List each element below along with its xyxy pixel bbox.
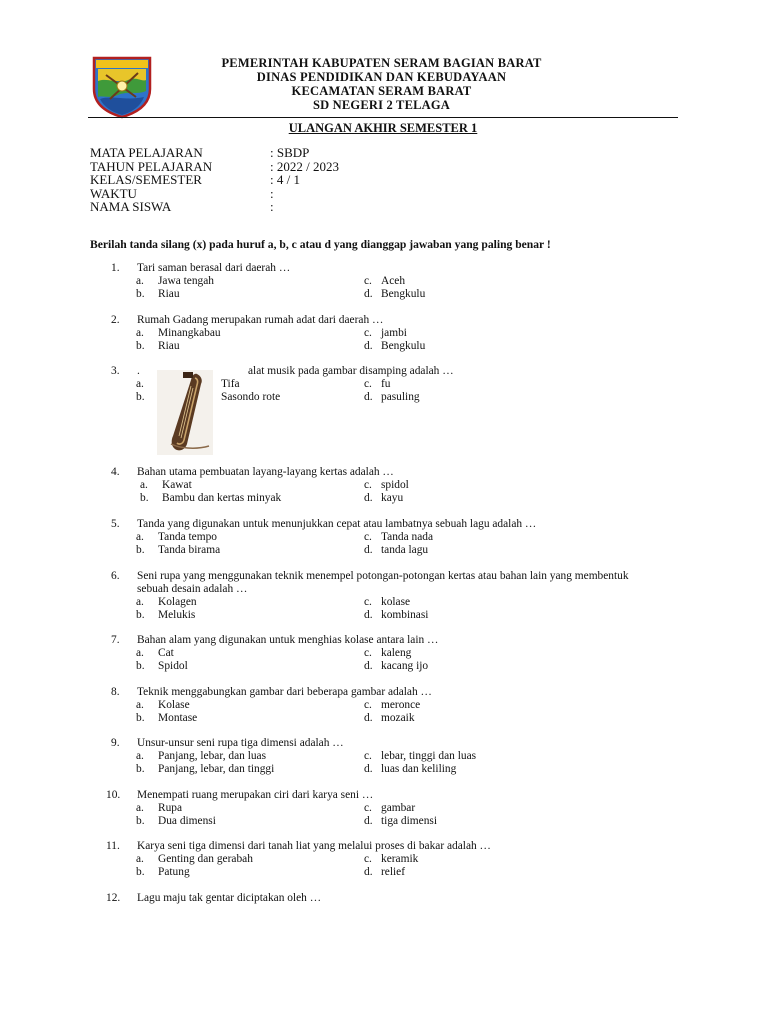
option-letter: d.: [364, 712, 373, 724]
question-number: 3.: [111, 365, 120, 377]
option-text[interactable]: Montase: [158, 712, 198, 724]
info-value: : SBDP: [270, 145, 310, 160]
letterhead-line-department: DINAS PENDIDIKAN DAN KEBUDAYAAN: [256, 70, 507, 84]
option-text[interactable]: gambar: [381, 802, 416, 814]
exam-title-text: ULANGAN AKHIR SEMESTER 1: [288, 121, 478, 135]
option-text[interactable]: Kolase: [158, 699, 190, 711]
option-letter: a.: [136, 853, 144, 865]
question-number: 8.: [111, 686, 120, 698]
option-text[interactable]: Rupa: [158, 802, 183, 814]
option-letter: c.: [364, 378, 372, 390]
option-letter: a.: [140, 479, 148, 491]
option-text[interactable]: Aceh: [381, 275, 406, 287]
option-text[interactable]: kombinasi: [381, 609, 429, 621]
question-text: Teknik menggabungkan gambar dari beberapa gambar adalah …: [137, 686, 432, 698]
option-text[interactable]: fu: [381, 378, 391, 390]
option-text[interactable]: pasuling: [381, 391, 420, 403]
option-text[interactable]: relief: [381, 866, 406, 878]
letterhead-line-government: PEMERINTAH KABUPATEN SERAM BAGIAN BARAT: [221, 56, 542, 70]
option-text[interactable]: kayu: [381, 492, 404, 504]
option-text[interactable]: kacang ijo: [381, 660, 429, 672]
option-letter: a.: [136, 750, 144, 762]
info-label: TAHUN PELAJARAN: [90, 158, 213, 174]
option-text[interactable]: Panjang, lebar, dan tinggi: [158, 763, 275, 775]
question-number: 6.: [111, 570, 120, 582]
question-text: Unsur-unsur seni rupa tiga dimensi adalah …: [137, 737, 344, 749]
question-text: Tanda yang digunakan untuk menunjukkan cepat atau lambatnya sebuah lagu adalah …: [137, 518, 537, 530]
option-letter: c.: [364, 327, 372, 339]
question-number: 5.: [111, 518, 120, 530]
option-letter: a.: [136, 275, 144, 287]
option-letter: a.: [136, 378, 144, 390]
info-value: : 2022 / 2023: [270, 158, 339, 174]
option-text[interactable]: Genting dan gerabah: [158, 853, 253, 865]
question-text: Lagu maju tak gentar diciptakan oleh …: [137, 892, 322, 904]
option-text[interactable]: Minangkabau: [158, 327, 221, 339]
option-letter: d.: [364, 609, 373, 621]
option-text[interactable]: mozaik: [381, 712, 415, 724]
option-text[interactable]: Riau: [158, 340, 180, 352]
question-number: 4.: [111, 466, 120, 478]
option-letter: d.: [364, 544, 373, 556]
option-letter: b.: [136, 544, 145, 556]
option-text[interactable]: Dua dimensi: [158, 815, 216, 827]
question-text: Rumah Gadang merupakan rumah adat dari daerah …: [137, 314, 384, 326]
option-text[interactable]: kaleng: [381, 647, 412, 659]
letterhead-line-district: KECAMATAN SERAM BARAT: [291, 84, 472, 98]
option-text[interactable]: Kolagen: [158, 596, 197, 608]
option-text[interactable]: Tifa: [221, 378, 240, 390]
option-letter: d.: [364, 815, 373, 827]
question-number: 12.: [106, 892, 121, 904]
question-number: 2.: [111, 314, 120, 326]
question-number: 11.: [106, 840, 120, 852]
option-letter: b.: [140, 492, 149, 504]
option-letter: d.: [364, 866, 373, 878]
option-text[interactable]: Cat: [158, 647, 174, 659]
option-text[interactable]: Sasondo rote: [221, 391, 281, 403]
option-letter: a.: [136, 596, 144, 608]
option-letter: b.: [136, 763, 145, 775]
option-letter: b.: [136, 712, 145, 724]
letterhead-line-school: SD NEGERI 2 TELAGA: [312, 98, 451, 112]
option-letter: b.: [136, 340, 145, 352]
info-value: : 4 / 1: [270, 172, 300, 188]
option-letter: c.: [364, 802, 372, 814]
option-letter: c.: [364, 275, 372, 287]
option-letter: d.: [364, 660, 373, 672]
option-letter: d.: [364, 340, 373, 352]
option-letter: d.: [364, 492, 373, 504]
option-text[interactable]: Bengkulu: [381, 288, 426, 300]
question-text: Tari saman berasal dari daerah …: [137, 262, 291, 274]
option-text[interactable]: Panjang, lebar, dan luas: [158, 750, 267, 762]
question-text: Menempati ruang merupakan ciri dari karya seni …: [137, 789, 374, 801]
option-letter: c.: [364, 596, 372, 608]
question-number: 1.: [111, 262, 120, 274]
option-letter: a.: [136, 327, 144, 339]
question-text: Bahan alam yang digunakan untuk menghias kolase antara lain …: [137, 634, 439, 646]
option-letter: c.: [364, 647, 372, 659]
option-text[interactable]: Melukis: [158, 609, 196, 621]
option-text[interactable]: Spidol: [158, 660, 188, 672]
option-letter: c.: [364, 750, 372, 762]
question-number: 7.: [111, 634, 120, 646]
option-letter: a.: [136, 531, 144, 543]
option-letter: c.: [364, 479, 372, 491]
question-text-dot: .: [137, 365, 140, 377]
info-label: KELAS/SEMESTER: [90, 172, 202, 188]
option-letter: b.: [136, 866, 145, 878]
question-text: Bahan utama pembuatan layang-layang kertas adalah …: [137, 466, 394, 478]
option-text[interactable]: Kawat: [162, 479, 192, 491]
option-text[interactable]: Riau: [158, 288, 180, 300]
option-text[interactable]: lebar, tinggi dan luas: [381, 750, 477, 762]
info-label: NAMA SISWA: [90, 199, 172, 215]
question-text: Seni rupa yang menggunakan teknik menempel potongan-potongan kertas atau bahan lain yang membentuk sebuah desain adalah …: [137, 570, 629, 595]
option-text[interactable]: Bambu dan kertas minyak: [162, 492, 282, 504]
option-text[interactable]: Jawa tengah: [158, 275, 214, 287]
option-text[interactable]: kolase: [381, 596, 411, 608]
option-text[interactable]: Bengkulu: [381, 340, 426, 352]
question-text: [137, 365, 557, 378]
info-label: MATA PELAJARAN: [90, 145, 203, 160]
option-letter: c.: [364, 699, 372, 711]
option-letter: b.: [136, 391, 145, 403]
question-text-phrase: alat musik pada gambar disamping adalah …: [248, 365, 454, 377]
option-text[interactable]: tiga dimensi: [381, 815, 437, 827]
info-value: :: [270, 199, 274, 215]
option-text[interactable]: tanda lagu: [381, 544, 429, 556]
option-letter: d.: [364, 288, 373, 300]
option-letter: d.: [364, 763, 373, 775]
option-letter: c.: [364, 531, 372, 543]
option-text[interactable]: Tanda tempo: [158, 531, 217, 543]
option-letter: c.: [364, 853, 372, 865]
option-letter: a.: [136, 647, 144, 659]
option-text[interactable]: spidol: [381, 479, 409, 491]
option-letter: b.: [136, 609, 145, 621]
option-letter: a.: [136, 699, 144, 711]
option-text[interactable]: Patung: [158, 866, 190, 878]
instruction-text: Berilah tanda silang (x) pada huruf a, b, c atau d yang dianggap jawaban yang paling benar !: [90, 238, 551, 251]
option-letter: a.: [136, 802, 144, 814]
option-text[interactable]: keramik: [381, 853, 419, 865]
info-value: :: [270, 185, 274, 201]
question-number: 10.: [106, 789, 121, 801]
option-text[interactable]: luas dan keliling: [381, 763, 457, 775]
option-letter: d.: [364, 391, 373, 403]
option-letter: b.: [136, 660, 145, 672]
option-text[interactable]: Tanda nada: [381, 531, 434, 543]
option-text[interactable]: meronce: [381, 699, 421, 711]
info-label: WAKTU: [90, 185, 137, 201]
question-text: Karya seni tiga dimensi dari tanah liat yang melalui proses di bakar adalah …: [137, 840, 491, 852]
question-number: 9.: [111, 737, 120, 749]
option-text[interactable]: Tanda birama: [158, 544, 221, 556]
option-letter: b.: [136, 815, 145, 827]
option-text[interactable]: jambi: [381, 327, 407, 339]
option-letter: b.: [136, 288, 145, 300]
